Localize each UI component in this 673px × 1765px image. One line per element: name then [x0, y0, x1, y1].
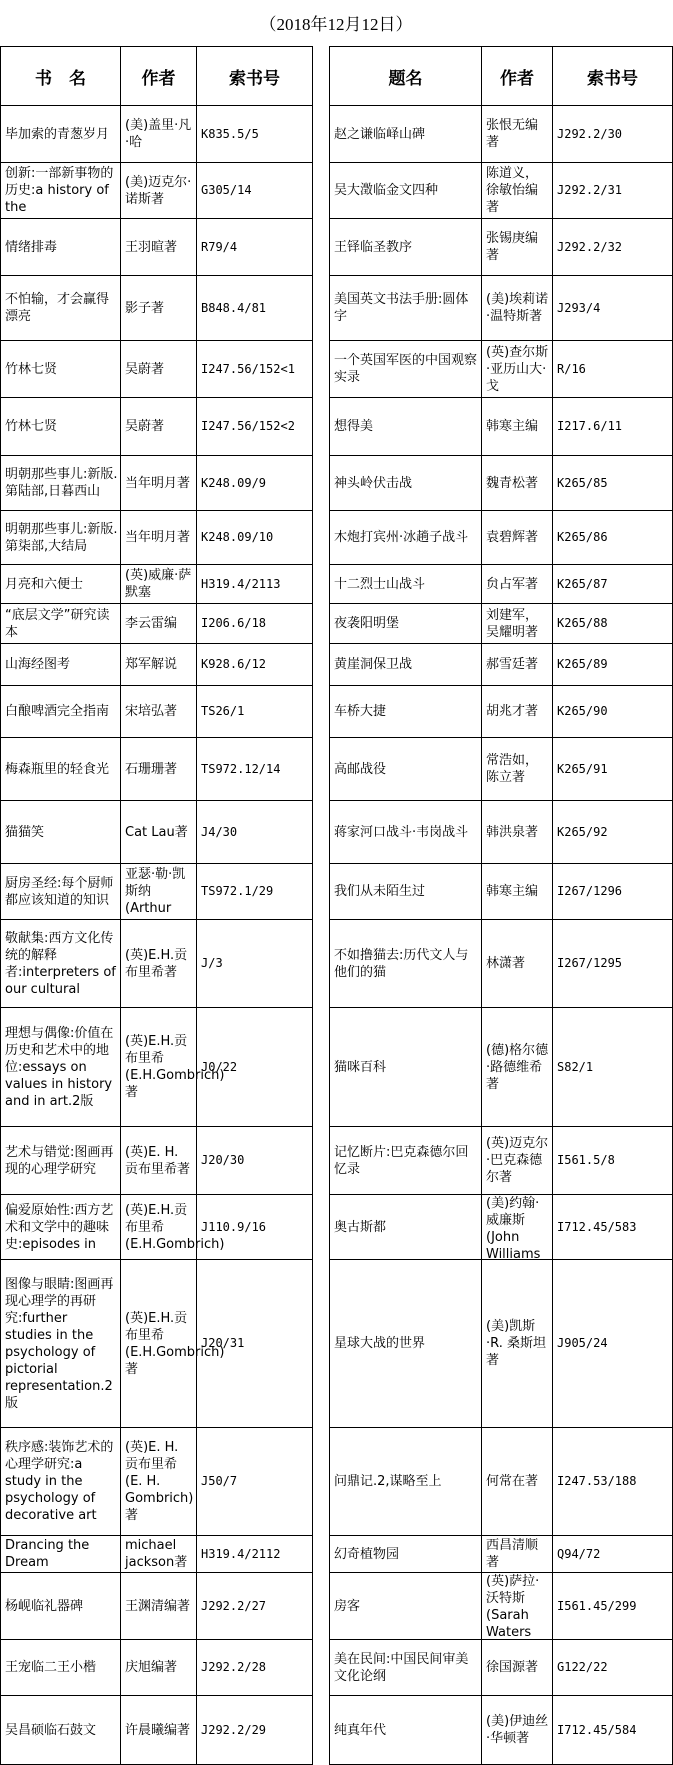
author-cell: (英)E.H.贡布里希著 [125, 947, 188, 980]
book-title-cell: 毕加索的青葱岁月 [5, 126, 110, 142]
table-row [330, 644, 673, 686]
call-number-cell: J4/30 [201, 824, 238, 839]
call-number-cell: K265/86 [557, 530, 608, 544]
call-number-cell: J292.2/32 [557, 239, 623, 254]
call-number-cell: I561.5/8 [557, 1153, 615, 1167]
book-title-cell: 十二烈士山战斗 [334, 576, 426, 592]
book-title-cell: 不怕输，才会赢得漂亮 [5, 292, 110, 324]
call-number-cell: K265/89 [557, 657, 608, 671]
table-row [1, 604, 313, 644]
table-row [330, 604, 673, 644]
call-number-cell: G305/14 [201, 183, 252, 197]
author-cell: (英)查尔斯·亚历山大·戈 [486, 344, 549, 394]
table-row [330, 686, 673, 738]
author-cell: (英)迈克尔·巴克森德尔著 [486, 1136, 549, 1185]
header-author: 作者 [482, 47, 553, 106]
call-number-cell: J292.2/30 [557, 126, 623, 141]
book-title-cell: “底层文学”研究读本 [5, 607, 110, 640]
call-number-cell: J50/7 [201, 1474, 238, 1488]
book-title-cell: 车桥大捷 [334, 704, 387, 719]
author-cell: 韩寒主编 [486, 884, 539, 899]
author-cell: (英)E.H.贡布里希(E.H.Gombrich)著 [125, 1034, 225, 1100]
author-cell: 袁碧辉著 [486, 530, 539, 545]
call-number-cell: J/3 [201, 956, 223, 970]
table-row [330, 801, 673, 864]
book-title-cell: 竹林七贤 [5, 361, 58, 377]
call-number-cell: I267/1296 [557, 884, 623, 898]
book-title-cell: 猫咪百科 [334, 1059, 387, 1075]
call-number-cell: K928.6/12 [201, 657, 267, 671]
author-cell: (美)约翰·威廉斯(John Williams [486, 1196, 541, 1262]
author-cell: 常浩如，陈立著 [486, 753, 539, 785]
page-title: （2018年12月12日） [259, 15, 413, 34]
author-cell: (美)伊迪丝·华顿著 [486, 1714, 549, 1746]
call-number-cell: J292.2/28 [201, 1660, 267, 1674]
call-number-cell: K265/88 [557, 616, 608, 630]
author-cell: 魏青松著 [486, 475, 539, 491]
call-number-cell: TS26/1 [201, 704, 245, 718]
right-book-table [329, 46, 673, 1765]
table-row [1, 341, 313, 398]
call-number-cell: I267/1295 [557, 956, 623, 970]
call-number-cell: J293/4 [557, 300, 601, 315]
call-number-cell: K248.09/9 [201, 475, 267, 490]
left-book-table [0, 46, 313, 1765]
call-number-cell: J905/24 [557, 1336, 608, 1350]
author-cell: 徐国源著 [486, 1660, 539, 1675]
table-row [330, 1127, 673, 1195]
table-row [1, 1640, 313, 1696]
book-title-cell: 明朝那些事儿:新版.第柒部,大结局 [5, 521, 118, 554]
call-number-cell: Q94/72 [557, 1546, 601, 1561]
author-cell: michael jackson著 [125, 1538, 188, 1570]
table-row [1, 738, 313, 801]
table-row [1, 106, 313, 163]
call-number-cell: K265/92 [557, 824, 608, 839]
table-row [330, 341, 673, 398]
call-number-cell: I247.56/152<1 [201, 361, 295, 376]
table-row [1, 1127, 313, 1195]
header-call-number: 索书号 [197, 47, 313, 106]
table-row [1, 456, 313, 511]
header-author: 作者 [121, 47, 197, 106]
author-cell: Cat Lau著 [125, 824, 188, 840]
table-row [1, 920, 313, 1008]
author-cell: (美)迈克尔·诺斯著 [125, 174, 192, 207]
author-cell: (英)威廉·萨默塞 [125, 568, 192, 600]
book-title-cell: 敬献集:西方文化传统的解释者:interpreters of our cultural [5, 930, 116, 997]
table-row [330, 920, 673, 1008]
book-title-cell: 房客 [334, 1598, 361, 1614]
table-row [330, 398, 673, 456]
author-cell: (德)格尔德·路德维希著 [486, 1042, 549, 1092]
author-cell: (英)萨拉·沃特斯(Sarah Waters [486, 1574, 540, 1640]
author-cell: 韩洪泉著 [486, 824, 539, 840]
author-cell: 西昌清顺著 [486, 1538, 539, 1570]
table-row [1, 219, 313, 276]
author-cell: 王羽暄著 [125, 239, 178, 255]
call-number-cell: K265/90 [557, 704, 608, 718]
header-title: 书 名 [1, 47, 121, 106]
author-cell: (英)E.H.贡布里希(E.H.Gombrich)著 [125, 1310, 225, 1377]
call-number-cell: H319.4/2112 [201, 1546, 281, 1561]
book-title-cell: 奥古斯都 [334, 1219, 387, 1235]
call-number-cell: S82/1 [557, 1059, 594, 1074]
table-row [1, 1260, 313, 1428]
header-call-number: 索书号 [553, 47, 673, 106]
book-title-cell: 星球大战的世界 [334, 1336, 426, 1351]
header-title: 题名 [330, 47, 482, 106]
book-title-cell: 夜袭阳明堡 [334, 616, 400, 631]
table-row [330, 1696, 673, 1765]
author-cell: 林潇著 [486, 956, 526, 971]
table-row [330, 1260, 673, 1428]
call-number-cell: J20/30 [201, 1153, 245, 1167]
table-row [330, 565, 673, 604]
table-row [1, 1696, 313, 1765]
author-cell: 张锡庚编著 [486, 231, 539, 263]
call-number-cell: I712.45/584 [557, 1722, 637, 1737]
table-row [1, 565, 313, 604]
book-title-cell: 创新:一部新事物的历史:a history of the [5, 166, 114, 215]
book-title-cell: 高邮战役 [334, 761, 387, 777]
book-title-cell: 白酿啤酒完全指南 [5, 704, 110, 719]
book-title-cell: 吴昌硕临石鼓文 [5, 1722, 97, 1738]
call-number-cell: K265/91 [557, 761, 608, 776]
book-title-cell: 问鼎记.2,谋略至上 [334, 1474, 442, 1489]
author-cell: 胡兆才著 [486, 704, 539, 719]
table-row [1, 801, 313, 864]
book-title-cell: 想得美 [334, 419, 374, 434]
author-cell: 庆旭编著 [125, 1660, 178, 1675]
call-number-cell: I247.56/152<2 [201, 419, 295, 433]
call-number-cell: J0/22 [201, 1059, 238, 1074]
book-title-cell: 竹林七贤 [5, 419, 58, 434]
call-number-cell: J20/31 [201, 1336, 245, 1350]
call-number-cell: R/16 [557, 361, 586, 376]
book-title-cell: Drancing the Dream [5, 1538, 90, 1570]
call-number-cell: I247.53/188 [557, 1474, 637, 1488]
table-row [1, 1573, 313, 1640]
table-row [330, 1536, 673, 1573]
author-cell: 许晨曦编著 [125, 1722, 191, 1738]
book-title-cell: 一个英国军医的中国观察实录 [334, 353, 478, 385]
author-cell: 张恨无编著 [486, 118, 539, 150]
call-number-cell: I561.45/299 [557, 1598, 637, 1613]
table-row [1, 864, 313, 920]
author-cell: 宋培弘著 [125, 704, 178, 719]
author-cell: 陈道义，徐敏怡编著 [486, 166, 539, 215]
call-number-cell: K248.09/10 [201, 530, 274, 544]
table-row [330, 163, 673, 219]
book-title-cell: 幻奇植物园 [334, 1546, 400, 1562]
table-row [330, 511, 673, 565]
call-number-cell: TS972.1/29 [201, 884, 274, 898]
table-row [330, 276, 673, 341]
call-number-cell: K265/85 [557, 475, 608, 490]
book-title-cell: 厨房圣经:每个厨师都应该知道的知识 [5, 875, 114, 908]
author-cell: 当年明月著 [125, 530, 191, 545]
book-title-cell: 理想与偶像:价值在历史和艺术中的地位:essays on values in history and in art.2版 [5, 1025, 114, 1109]
author-cell: 吴蔚著 [125, 419, 165, 434]
author-cell: (美)盖里·凡·哈 [125, 118, 192, 150]
book-title-cell: 不如撸猫去:历代文人与他们的猫 [334, 947, 469, 980]
call-number-cell: J292.2/31 [557, 183, 623, 197]
call-number-cell: J292.2/27 [201, 1598, 267, 1613]
call-number-cell: G122/22 [557, 1660, 608, 1674]
author-cell: 石珊珊著 [125, 761, 178, 777]
book-title-cell: 明朝那些事儿:新版.第陆部,日暮西山 [5, 467, 118, 499]
table-row [330, 1428, 673, 1536]
call-number-cell: K265/87 [557, 576, 608, 591]
book-title-cell: 王铎临圣教序 [334, 239, 413, 255]
author-cell: 何常在著 [486, 1474, 539, 1489]
author-cell: (美)凯斯·R. 桑斯坦著 [486, 1319, 546, 1368]
table-row [1, 276, 313, 341]
table-row [1, 1428, 313, 1536]
book-title-cell: 图像与眼睛:图画再现心理学的再研究:further studies in the psychology of pictorial representation.2版 [5, 1276, 114, 1411]
call-number-cell: R79/4 [201, 239, 238, 254]
author-cell: 郝雪廷著 [486, 657, 539, 672]
book-title-cell: 山海经图考 [5, 657, 71, 672]
book-title-cell: 神头岭伏击战 [334, 475, 413, 491]
table-row [1, 398, 313, 456]
header-row [330, 47, 673, 106]
author-cell: 吴蔚著 [125, 361, 165, 377]
book-title-cell: 秩序感:装饰艺术的心理学研究:a study in the psychology of decorative art [5, 1440, 114, 1523]
table-row [330, 864, 673, 920]
call-number-cell: TS972.12/14 [201, 761, 281, 776]
author-cell: 郑军解说 [125, 657, 178, 672]
table-row [330, 219, 673, 276]
book-title-cell: 美国英文书法手册:圆体字 [334, 292, 469, 324]
table-row [1, 163, 313, 219]
table-row [330, 1573, 673, 1640]
table-row [1, 686, 313, 738]
book-title-cell: 美在民间:中国民间审美文化论纲 [334, 1651, 469, 1684]
author-cell: (英)E.H.贡布里希(E.H.Gombrich) [125, 1202, 225, 1252]
table-row [330, 456, 673, 511]
table-row [1, 511, 313, 565]
book-title-cell: 木炮打宾州·冰趟子战斗 [334, 530, 469, 545]
call-number-cell: H319.4/2113 [201, 576, 281, 591]
call-number-cell: I206.6/18 [201, 616, 267, 630]
author-cell: (英)E. H. 贡布里希(E. H. Gombrich)著 [125, 1440, 194, 1523]
book-title-cell: 王宠临二王小楷 [5, 1660, 97, 1675]
book-title-cell: 赵之谦临峄山碑 [334, 126, 426, 142]
table-row [1, 1195, 313, 1260]
author-cell: 贠占军著 [486, 576, 539, 592]
author-cell: 王渊清编著 [125, 1598, 191, 1614]
table-row [1, 644, 313, 686]
author-cell: 影子著 [125, 300, 165, 316]
book-title-cell: 黄崖洞保卫战 [334, 657, 413, 672]
call-number-cell: I712.45/583 [557, 1219, 637, 1234]
book-title-cell: 月亮和六便士 [5, 576, 84, 592]
author-cell: 当年明月著 [125, 475, 191, 491]
book-title-cell: 猫猫笑 [5, 824, 45, 840]
book-title-cell: 艺术与错觉:图画再现的心理学研究 [5, 1144, 114, 1177]
table-row [330, 1195, 673, 1260]
book-title-cell: 记忆断片:巴克森德尔回忆录 [334, 1144, 469, 1177]
author-cell: 韩寒主编 [486, 419, 539, 434]
book-title-cell: 情绪排毒 [5, 239, 58, 255]
author-cell: 刘建军，吴耀明著 [486, 607, 539, 640]
call-number-cell: J292.2/29 [201, 1722, 267, 1737]
table-row [1, 1536, 313, 1573]
book-title-cell: 杨岘临礼器碑 [5, 1598, 84, 1614]
book-title-cell: 蒋家河口战斗·韦岗战斗 [334, 824, 469, 840]
book-title-cell: 吴大澂临金文四种 [334, 183, 439, 198]
author-cell: (英)E. H. 贡布里希著 [125, 1144, 191, 1177]
table-row [330, 106, 673, 163]
book-title-cell: 梅森瓶里的轻食光 [5, 761, 110, 777]
table-row [330, 738, 673, 801]
header-row [1, 47, 313, 106]
author-cell: 李云雷编 [125, 616, 178, 631]
call-number-cell: I217.6/11 [557, 419, 623, 433]
author-cell: (美)埃莉诺·温特斯著 [486, 292, 549, 324]
book-title-cell: 我们从未陌生过 [334, 884, 426, 899]
call-number-cell: K835.5/5 [201, 126, 259, 141]
author-cell: 亚瑟·勒·凯斯纳(Arthur [125, 867, 186, 916]
table-row [330, 1008, 673, 1127]
call-number-cell: B848.4/81 [201, 300, 267, 315]
table-row [330, 1640, 673, 1696]
call-number-cell: J110.9/16 [201, 1219, 267, 1234]
book-title-cell: 纯真年代 [334, 1722, 387, 1738]
table-row [1, 1008, 313, 1127]
book-title-cell: 偏爱原始性:西方艺术和文学中的趣味史:episodes in [5, 1202, 114, 1252]
